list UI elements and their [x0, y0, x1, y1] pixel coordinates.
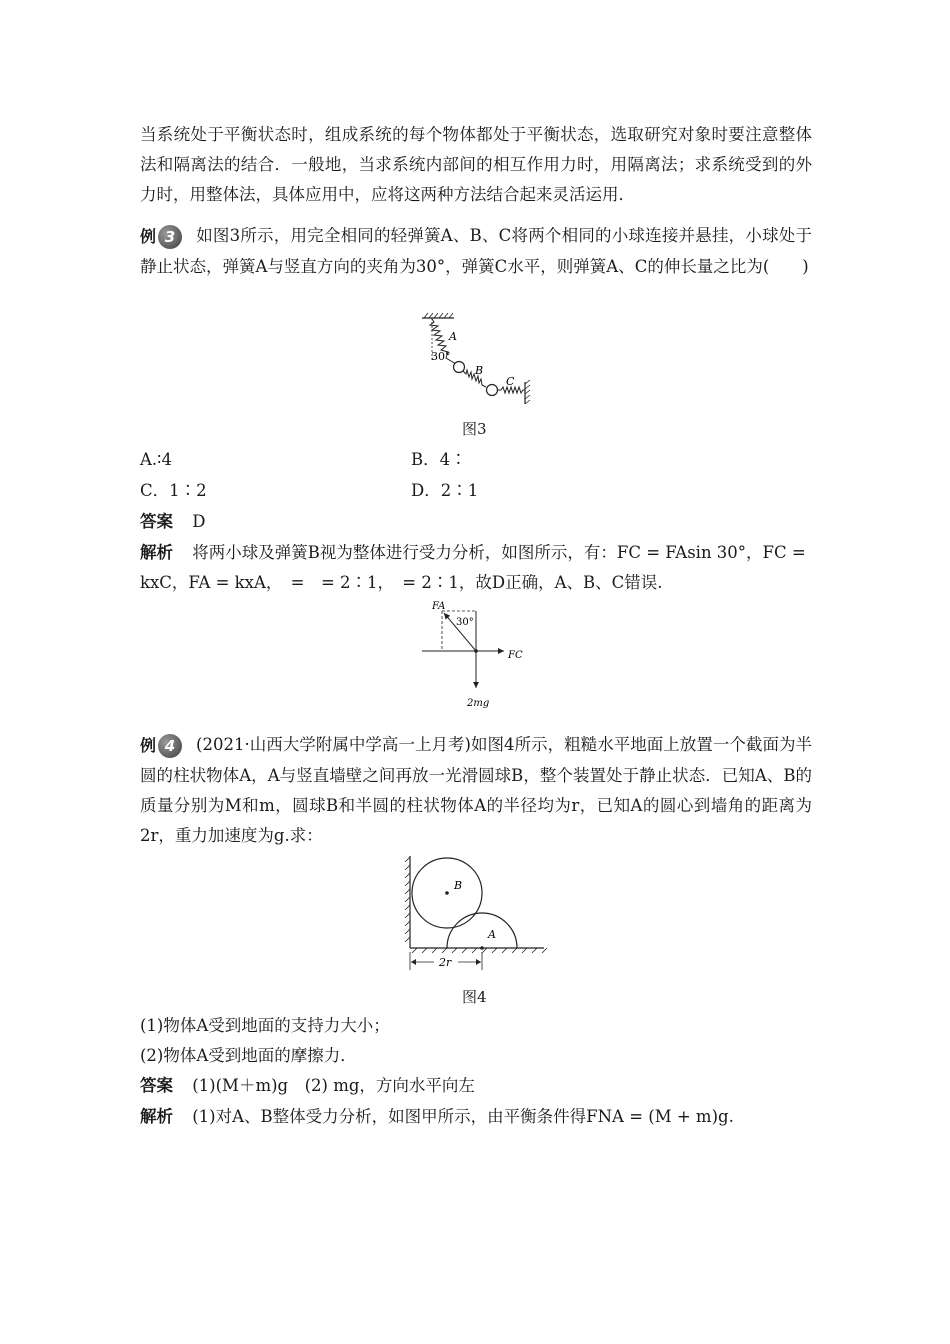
example-label: 例: [140, 226, 157, 246]
example-4-answer: [140, 1075, 475, 1097]
example-3-question: [140, 221, 812, 282]
spring-a-label: A: [449, 330, 457, 343]
figure-4-diagram: [398, 854, 548, 974]
angle-label: 30°: [431, 350, 451, 363]
option-b: B．4∶: [411, 450, 467, 469]
question-1: (1)物体A受到地面的支持力大小；: [140, 1016, 390, 1035]
force-fa-label: FA: [432, 601, 446, 612]
analysis-label: 解析: [140, 1107, 173, 1126]
example-3-analysis-line-1: [140, 542, 806, 564]
example-4-badge: [140, 731, 182, 761]
intro-paragraph: 当系统处于平衡状态时，组成系统的每个物体都处于平衡状态，选取研究对象时要注意整体法和隔离法的结合．一般地，当求系统内部间的相互作用力时，用隔离法；求系统受到的外力时，用整体法，具体应用中，应将这两种方法结合起来灵活运用．: [140, 125, 812, 204]
example-4-question: [140, 730, 812, 851]
example-label: 例: [140, 735, 157, 755]
spring-c-label: C: [506, 375, 515, 388]
force-fc-label: FC: [508, 650, 523, 661]
example-3-answer: [140, 511, 205, 533]
figure-4-caption: 图4: [462, 988, 487, 1006]
analysis-text: 将两小球及弹簧B视为整体进行受力分析，如图所示，有：FC = FAsin 30°，FC =: [192, 543, 806, 562]
answer-value: D: [192, 512, 206, 531]
option-c: C．1∶2: [140, 481, 207, 500]
body-a-label: A: [488, 928, 496, 941]
ball-b-label: B: [454, 879, 463, 892]
analysis-label: 解析: [140, 543, 173, 562]
force-mg-label: 2mg: [467, 698, 490, 709]
distance-label: 2r: [439, 956, 452, 969]
force-angle-label: 30°: [456, 617, 474, 628]
force-diagram: [420, 598, 530, 710]
example-3-badge: [140, 222, 182, 252]
example-3-analysis-line-2: kxC，FA = kxA， = = 2∶1， = 2∶1，故D正确，A、B、C错误.: [140, 573, 663, 592]
option-d: D．2∶1: [411, 481, 479, 500]
example-4-text: (2021·山西大学附属中学高一上月考)如图4所示，粗糙水平地面上放置一个截面为半圆的柱状物体A，A与竖直墙壁之间再放一光滑圆球B，整个装置处于静止状态．已知A、B的质量分别为M和m，圆球B和半圆的柱状物体A的半径均为r，已知A的圆心到墙角的距离为2r，重力加速度为g.求：: [140, 735, 812, 845]
example-4-analysis: [140, 1106, 734, 1128]
analysis-text: (1)对A、B整体受力分析，如图甲所示，由平衡条件得FNA = (M + m)g.: [192, 1107, 734, 1126]
example-3-text: 如图3所示，用完全相同的轻弹簧A、B、C将两个相同的小球连接并悬挂，小球处于静止状态，弹簧A与竖直方向的夹角为30°，弹簧C水平，则弹簧A、C的伸长量之比为( ): [140, 226, 812, 276]
figure-3-diagram: [410, 312, 540, 412]
figure-3-caption: 图3: [462, 420, 487, 438]
answer-label: 答案: [140, 1076, 173, 1095]
example-number-icon: 3: [158, 225, 182, 249]
answer-value: (1)(M＋m)g (2) mg，方向水平向左: [192, 1076, 475, 1095]
question-2: (2)物体A受到地面的摩擦力．: [140, 1046, 357, 1065]
example-number-icon: 4: [158, 734, 182, 758]
spring-b-label: B: [475, 364, 484, 377]
option-a: A.∶4: [140, 450, 172, 469]
answer-label: 答案: [140, 512, 173, 531]
